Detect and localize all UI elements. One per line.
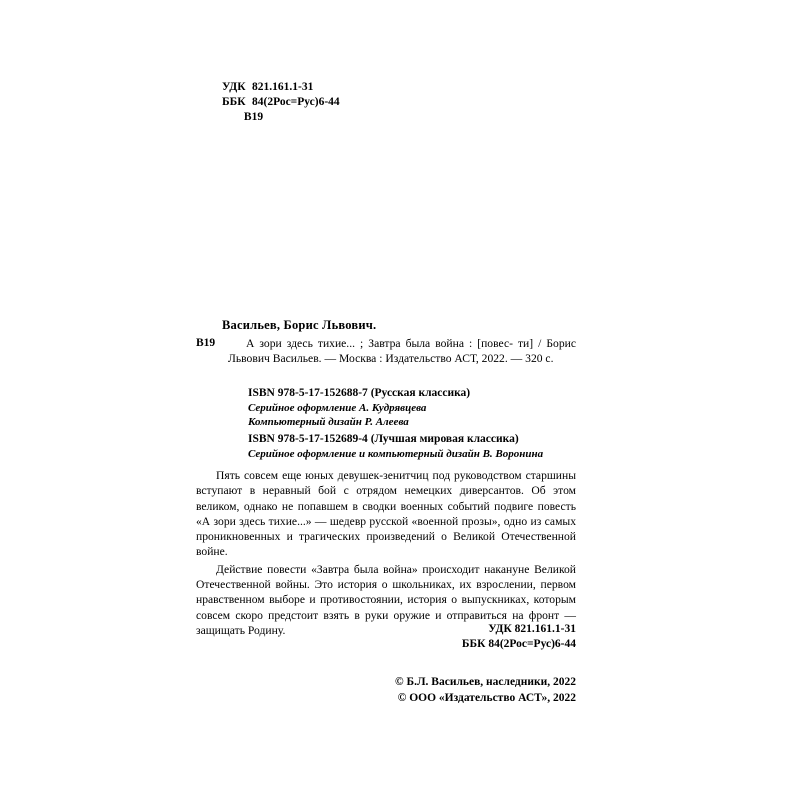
bottom-bbk-value: 84(2Рос=Рус)6-44 [488, 638, 576, 650]
isbn-series-2: (Лучшая мировая классика) [370, 433, 519, 445]
isbn-number-1: 978-5-17-152688-7 [277, 387, 368, 399]
bbk-value: 84(2Рос=Рус)6-44 [252, 96, 340, 108]
bbk-row [222, 95, 340, 110]
shelf-code: В19 [243, 111, 264, 123]
bibliographic-entry [196, 336, 576, 366]
udk-value: 821.161.1-31 [252, 81, 314, 93]
isbn-credit-1-1: Серийное оформление А. Кудрявцева [248, 401, 427, 414]
annotation-paragraph-1: Пять совсем еще юных девушек-зенитчиц под руководством старшины вступают в неравный бой с отрядом немецких диверсантов. Об этом великом, однако не попавшем в сводки военных событий подвиге повесть «А зори здесь тихие...» — шедевр русской «военной прозы», одно из самых проникновенных и трагических произведений о Великой Отечественной войне. [196, 469, 576, 559]
top-classification-block [222, 80, 340, 125]
annotation-paragraph-2: Действие повести «Завтра была война» происходит накануне Великой Отечественной войны. Это история о школьниках, их взрослении, первом нравственном выборе и противостоянии, история о выпускниках, которым совсем скоро предстоит взять в руки оружие и отправиться на фронт — защищать Родину. [196, 562, 576, 637]
isbn-line-2 [248, 432, 588, 447]
udk-label: УДК [222, 81, 246, 93]
entry-description [228, 336, 576, 366]
bottom-classification-block [462, 622, 576, 652]
copyright-line-2: © ООО «Издательство АСТ», 2022 [397, 691, 576, 704]
shelf-code-row [222, 110, 340, 125]
isbn-line-1 [248, 386, 588, 401]
bbk-label: ББК [222, 96, 246, 108]
annotation-block [196, 468, 576, 638]
copyright-block [395, 675, 576, 706]
entry-line-2: ти] / Борис Львович Васильев. — Москва : Издательство [228, 337, 576, 366]
isbn-credit-2-1: Серийное оформление и компьютерный дизайн В. Воронина [248, 447, 544, 460]
isbn-credit-1-2: Компьютерный дизайн Р. Алеева [248, 416, 409, 429]
isbn-block-1 [248, 386, 588, 430]
isbn-label-1: ISBN [248, 387, 275, 399]
isbn-number-2: 978-5-17-152689-4 [277, 433, 368, 445]
author-heading: Васильев, Борис Львович. [222, 318, 377, 332]
bottom-udk-label: УДК [488, 623, 512, 635]
bottom-udk-row [462, 622, 576, 637]
bottom-bbk-label: ББК [461, 638, 486, 650]
isbn-block-2 [248, 432, 588, 461]
udk-row [222, 80, 340, 95]
entry-line-1: А зори здесь тихие... ; Завтра была война : [повес- [246, 337, 513, 350]
copyright-line-1: © Б.Л. Васильев, наследники, 2022 [395, 676, 576, 688]
entry-code: В19 [196, 337, 216, 349]
bottom-udk-value: 821.161.1-31 [514, 623, 576, 635]
entry-line-3: АСТ, 2022. — 320 с. [454, 352, 554, 366]
isbn-label-2: ISBN [248, 433, 275, 445]
isbn-series-1: (Русская классика) [370, 387, 471, 399]
bottom-bbk-row [462, 637, 576, 652]
